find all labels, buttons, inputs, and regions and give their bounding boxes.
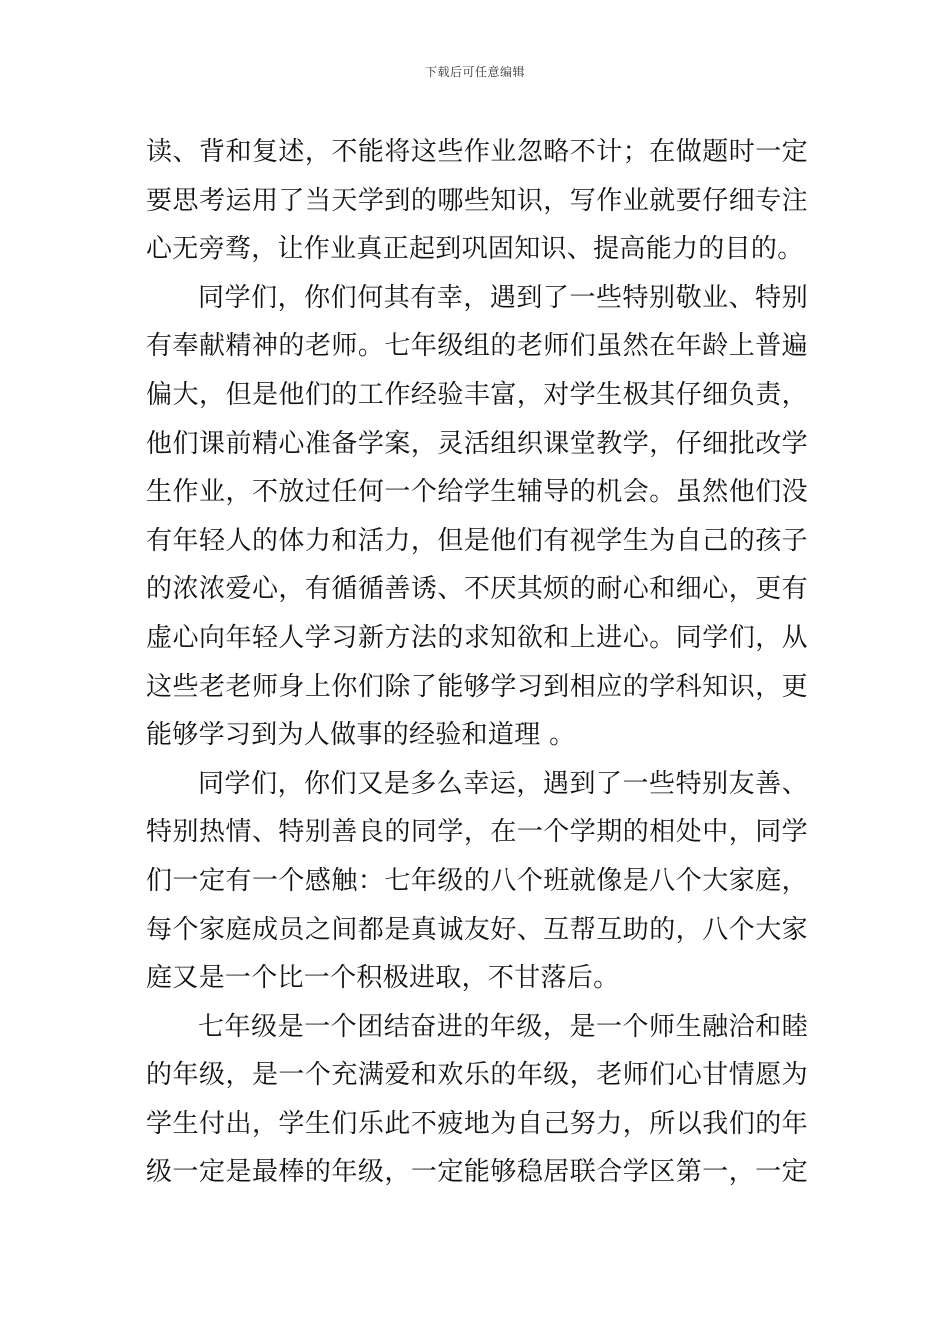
text-line: 有年轻人的体力和活力，但是他们有视学生为自己的孩子 bbox=[146, 525, 808, 556]
text-line: 的年级，是一个充满爱和欢乐的年级，老师们心甘情愿为 bbox=[146, 1060, 808, 1091]
paragraph bbox=[146, 1003, 808, 1197]
text-line: 庭又是一个比一个积极进取，不甘落后。 bbox=[146, 963, 620, 994]
text-line: 要思考运用了当天学到的哪些知识，写作业就要仔细专注 bbox=[146, 185, 808, 216]
page-header: 下载后可任意编辑 bbox=[424, 65, 525, 79]
text-line: 偏大，但是他们的工作经验丰富，对学生极其仔细负责， bbox=[146, 379, 808, 410]
text-line: 级一定是最棒的年级，一定能够稳居联合学区第一，一定 bbox=[146, 1157, 808, 1188]
text-line: 能够学习到为人做事的经验和道理 。 bbox=[146, 720, 576, 751]
text-line: 的浓浓爱心，有循循善诱、不厌其烦的耐心和细心，更有 bbox=[146, 574, 808, 605]
text-line: 虚心向年轻人学习新方法的求知欲和上进心。同学们，从 bbox=[146, 622, 808, 653]
text-line: 们一定有一个感触：七年级的八个班就像是八个大家庭， bbox=[146, 865, 808, 896]
text-line: 他们课前精心准备学案，灵活组织课堂教学，仔细批改学 bbox=[146, 428, 808, 459]
text-line: 生作业，不放过任何一个给学生辅导的机会。虽然他们没 bbox=[146, 477, 808, 508]
text-line: 七年级是一个团结奋进的年级，是一个师生融洽和睦 bbox=[198, 1011, 808, 1042]
text-line: 特别热情、特别善良的同学，在一个学期的相处中，同学 bbox=[146, 817, 808, 848]
paragraph bbox=[146, 760, 808, 1003]
text-line: 有奉献精神的老师。七年级组的老师们虽然在年龄上普遍 bbox=[146, 331, 808, 362]
text-line: 每个家庭成员之间都是真诚友好、互帮互助的，八个大家 bbox=[146, 914, 808, 945]
text-line: 同学们，你们又是多么幸运，遇到了一些特别友善、 bbox=[198, 768, 808, 799]
text-line: 学生付出，学生们乐此不疲地为自己努力，所以我们的年 bbox=[146, 1108, 808, 1139]
paragraph bbox=[146, 274, 808, 760]
paragraph bbox=[146, 128, 808, 274]
text-line: 心无旁骛，让作业真正起到巩固知识、提高能力的目的。 bbox=[146, 234, 804, 265]
text-line: 这些老老师身上你们除了能够学习到相应的学科知识，更 bbox=[146, 671, 808, 702]
document-body bbox=[146, 128, 808, 1197]
text-line: 读、背和复述，不能将这些作业忽略不计；在做题时一定 bbox=[146, 137, 808, 167]
text-line: 同学们，你们何其有幸，遇到了一些特别敬业、特别 bbox=[198, 282, 808, 313]
